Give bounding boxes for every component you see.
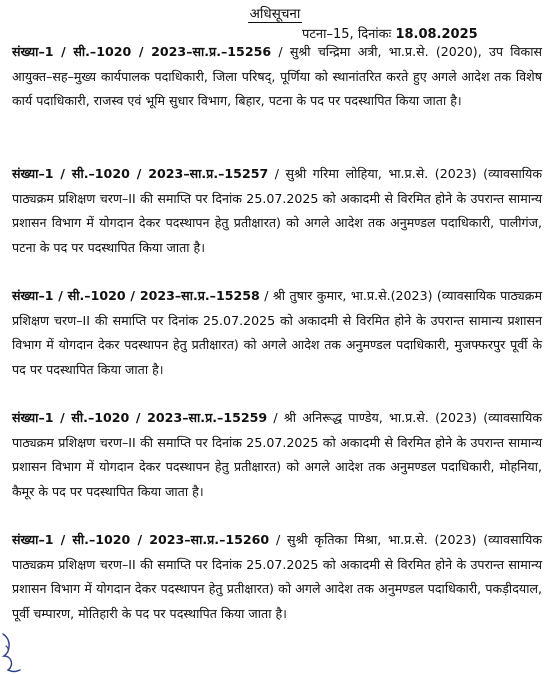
notification-date: 18.08.2025 [395,27,478,42]
order-paragraph [12,40,542,114]
order-reference: संख्या–1 / सी.–1020 / 2023–सा.प्र.–15260 [12,532,270,547]
order-text: / सुश्री कृतिका मिश्रा, भा.प्र.से. (2023) (व्यावसायिक पाठ्यक्रम प्रशिक्षण चरण–II की समाप्ति पर दिनांक 25.07.2025 को अकादमी से विरमित होने के उपरान्त सामान्य प्रशासन विभाग में योगदान देकर पदस्थापन हेतु प्रतीक्षारत) को अगले आदेश तक अनुमण्डल पदाधिकारी, पकड़ीदयाल, पूर्वी चम्पारण, मोतिहारी के पद पर पदस्थापित किया जाता है। [12,532,542,621]
order-paragraph [12,162,542,260]
order-reference: संख्या–1 / सी.–1020 / 2023–सा.प्र.–15256 [12,44,272,59]
order-reference: संख्या–1 / सी.–1020 / 2023–सा.प्र.–15259 [12,410,268,425]
heading-text: अधिसूचना [249,6,301,22]
order-text: / सुश्री गरिमा लोहिया, भा.प्र.से. (2023) (व्यावसायिक पाठ्यक्रम प्रशिक्षण चरण–II की समाप्ति पर दिनांक 25.07.2025 को अकादमी से विरमित होने के उपरान्त सामान्य प्रशासन विभाग में योगदान देकर पदस्थापन हेतु प्रतीक्षारत) को अगले आदेश तक अनुमण्डल पदाधिकारी, पालीगंज, पटना के पद पर पदस्थापित किया जाता है। [12,166,542,255]
order-text: / सुश्री चन्द्रिमा अत्री, भा.प्र.से. (2020), उप विकास आयुक्त–सह–मुख्य कार्यपालक पदाधिकारी, जिला परिषद्, पूर्णिया को स्थानांतरित करते हुए अगले आदेश तक विशेष कार्य पदाधिकारी, राजस्व एवं भूमि सुधार विभाग, बिहार, पटना के पद पर पदस्थापित किया जाता है। [12,44,542,108]
place-date-prefix: पटना–15, दिनांकः [302,27,392,42]
signature-mark [0,632,22,674]
order-paragraph [12,406,542,504]
order-reference: संख्या–1 / सी.–1020 / 2023–सा.प्र.–15257 [12,166,269,181]
document-heading [0,4,550,22]
order-paragraph [12,528,542,626]
order-text: / श्री अनिरूद्ध पाण्डेय, भा.प्र.से. (2023) (व्यावसायिक पाठ्यक्रम प्रशिक्षण चरण–II की समाप्ति पर दिनांक 25.07.2025 को अकादमी से विरमित होने के उपरान्त सामान्य प्रशासन विभाग में योगदान देकर पदस्थापन हेतु प्रतीक्षारत) को अगले आदेश तक अनुमण्डल पदाधिकारी, मोहनिया, कैमूर के पद पर पदस्थापित किया जाता है। [12,410,542,499]
order-reference: संख्या–1 / सी.–1020 / 2023–सा.प्र.–15258 [12,288,260,303]
order-paragraph [12,284,542,382]
order-text: / श्री तुषार कुमार, भा.प्र.से.(2023) (व्यावसायिक पाठ्यक्रम प्रशिक्षण चरण–II की समाप्ति पर दिनांक 25.07.2025 को अकादमी से विरमित होने के उपरान्त सामान्य प्रशासन विभाग में योगदान देकर पदस्थापन हेतु प्रतीक्षारत) को अगले आदेश तक अनुमण्डल पदाधिकारी, मुजफ्फरपुर पूर्वी के पद पर पदस्थापित किया जाता है। [12,288,542,377]
